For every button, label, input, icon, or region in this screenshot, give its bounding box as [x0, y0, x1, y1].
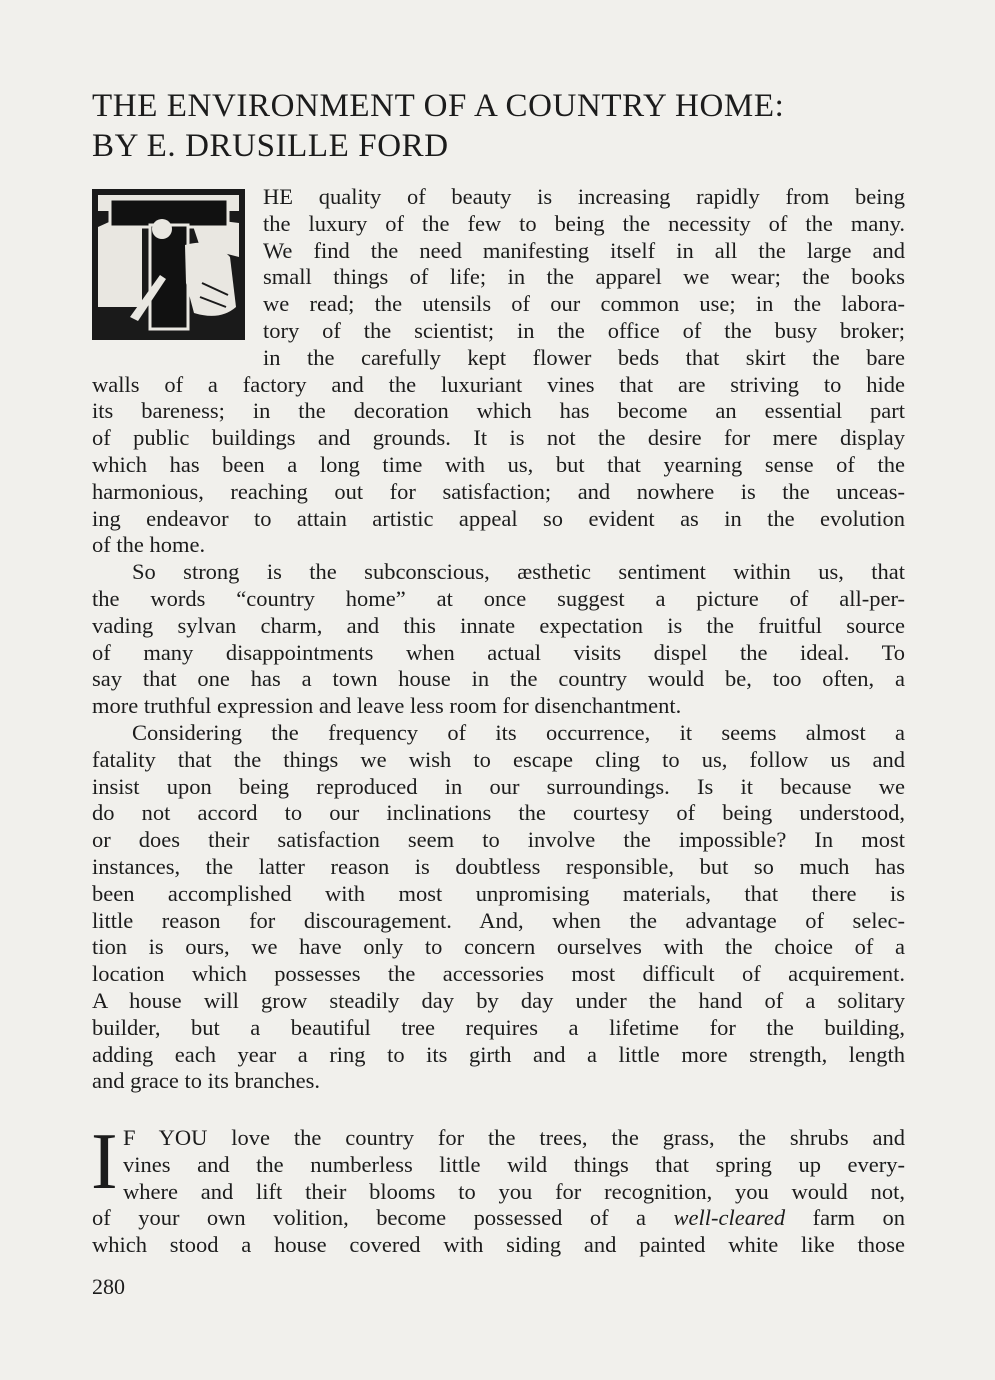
text-line: more truthful expression and leave less room for disenchantment.	[92, 693, 682, 719]
text-line: the words “country home” at once suggest a picture of all-per-	[92, 585, 905, 611]
text-line	[92, 1205, 905, 1232]
article-title	[92, 86, 922, 166]
text-line: we read; the utensils of our common use; in the labora-	[263, 291, 905, 317]
text-line: HE quality of beauty is increasing rapidly from being	[263, 184, 905, 209]
text-segment: farm on	[812, 1205, 906, 1231]
text-line: been accomplished with most unpromising materials, that there is	[92, 880, 905, 906]
text-line: adding each year a ring to its girth and a little more strength, length	[92, 1041, 905, 1067]
text-line: So strong is the subconscious, æsthetic sentiment within us, that	[132, 559, 905, 585]
text-line: of the home.	[92, 532, 206, 558]
text-line: We find the need manifesting itself in all the large and	[263, 237, 905, 263]
text-line: and grace to its branches.	[92, 1068, 321, 1094]
text-line: say that one has a town house in the country would be, too often, a	[92, 666, 905, 692]
text-line: F YOU love the country for the trees, the grass, the shrubs and	[123, 1125, 905, 1150]
text-line: fatality that the things we wish to escape cling to us, follow us and	[92, 746, 905, 772]
text-line: the luxury of the few to being the necessity of the many.	[263, 210, 905, 236]
title-line: THE ENVIRONMENT OF A COUNTRY HOME:	[92, 88, 785, 124]
text-line: tion is ours, we have only to concern ourselves with the choice of a	[92, 934, 905, 960]
text-line: insist upon being reproduced in our surroundings. Is it because we	[92, 773, 905, 799]
text-line: vines and the numberless little wild things that spring up every-	[123, 1151, 905, 1177]
text-line: small things of life; in the apparel we wear; the books	[263, 264, 905, 290]
text-line: walls of a factory and the luxuriant vines that are striving to hide	[92, 371, 905, 397]
title-line: BY E. DRUSILLE FORD	[92, 128, 449, 164]
text-segment: of your own volition, become possessed of a	[92, 1205, 647, 1231]
text-line: location which possesses the accessories most difficult of acquirement.	[92, 961, 905, 987]
text-line: of many disappointments when actual visits dispel the ideal. To	[92, 639, 905, 665]
page-number: 280	[92, 1274, 125, 1299]
article-body-section-1	[92, 184, 905, 1095]
text-line: A house will grow steadily day by day under the hand of a solitary	[92, 987, 905, 1013]
text-line: harmonious, reaching out for satisfaction; and nowhere is the unceas-	[92, 478, 905, 504]
italic-text: well-cleared	[673, 1205, 786, 1231]
initial-letter-i: I	[91, 1118, 118, 1206]
text-line: where and lift their blooms to you for recognition, you would not,	[123, 1178, 905, 1204]
text-line: builder, but a beautiful tree requires a lifetime for the building,	[92, 1014, 905, 1040]
text-line: in the carefully kept flower beds that skirt the bare	[263, 344, 905, 370]
text-line: its bareness; in the decoration which has become an essential part	[92, 398, 905, 424]
text-line: instances, the latter reason is doubtless responsible, but so much has	[92, 853, 905, 879]
text-line: or does their satisfaction seem to involve the impossible? In most	[92, 827, 905, 853]
text-line: which has been a long time with us, but that yearning sense of the	[92, 451, 905, 477]
text-line: vading sylvan charm, and this innate expectation is the fruitful source	[92, 612, 905, 638]
article-body-section-2	[92, 1125, 905, 1259]
text-line: which stood a house covered with siding and painted white like those	[92, 1232, 905, 1258]
text-line: Considering the frequency of its occurrence, it seems almost a	[132, 719, 905, 745]
text-line: tory of the scientist; in the office of the busy broker;	[263, 317, 905, 343]
text-line: ing endeavor to attain artistic appeal so evident as in the evolution	[92, 505, 905, 531]
text-line: do not accord to our inclinations the courtesy of being understood,	[92, 800, 905, 826]
text-line: of public buildings and grounds. It is not the desire for mere display	[92, 425, 905, 451]
text-line: little reason for discouragement. And, when the advantage of selec-	[92, 907, 905, 933]
